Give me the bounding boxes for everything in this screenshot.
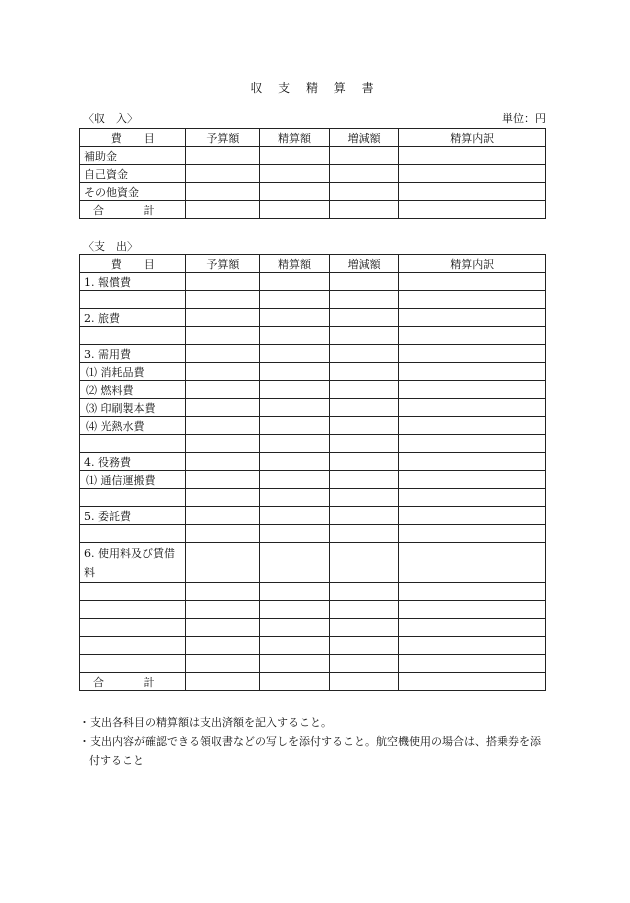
income-total-row bbox=[80, 201, 546, 219]
settled-cell[interactable] bbox=[260, 381, 330, 399]
budget-cell[interactable] bbox=[186, 417, 260, 435]
expense-item-label bbox=[80, 601, 186, 619]
expense-section-label: 〈支 出〉 bbox=[83, 240, 138, 253]
breakdown-cell[interactable] bbox=[399, 673, 546, 691]
settled-cell[interactable] bbox=[260, 273, 330, 291]
difference-cell[interactable] bbox=[329, 601, 399, 619]
expense-row bbox=[80, 453, 546, 471]
breakdown-cell[interactable] bbox=[399, 273, 546, 291]
expense-row bbox=[80, 435, 546, 453]
difference-cell[interactable] bbox=[329, 273, 399, 291]
income-section-label: 〈収 入〉 bbox=[83, 112, 138, 125]
breakdown-cell[interactable] bbox=[399, 471, 546, 489]
difference-cell[interactable] bbox=[329, 673, 399, 691]
budget-cell[interactable] bbox=[186, 673, 260, 691]
settled-cell[interactable] bbox=[260, 291, 330, 309]
expense-item-label bbox=[80, 619, 186, 637]
header-breakdown: 精算内訳 bbox=[399, 129, 546, 147]
expense-item-label: 5. 委託費 bbox=[80, 507, 186, 525]
expense-row bbox=[80, 345, 546, 363]
expense-item-label bbox=[80, 327, 186, 345]
budget-cell[interactable] bbox=[186, 291, 260, 309]
budget-cell[interactable] bbox=[186, 619, 260, 637]
budget-cell[interactable] bbox=[186, 363, 260, 381]
budget-cell[interactable] bbox=[186, 507, 260, 525]
budget-cell[interactable] bbox=[186, 655, 260, 673]
settled-cell[interactable] bbox=[260, 601, 330, 619]
breakdown-cell[interactable] bbox=[399, 637, 546, 655]
expense-row bbox=[80, 507, 546, 525]
budget-cell[interactable] bbox=[186, 525, 260, 543]
expense-item-label bbox=[80, 489, 186, 507]
budget-cell[interactable] bbox=[186, 327, 260, 345]
expense-row bbox=[80, 543, 546, 583]
header-budget: 予算額 bbox=[186, 255, 260, 273]
difference-cell[interactable] bbox=[329, 435, 399, 453]
expense-item-label: ⑴ 消耗品費 bbox=[80, 363, 186, 381]
settled-cell[interactable] bbox=[260, 507, 330, 525]
expense-item-label bbox=[80, 525, 186, 543]
settled-cell[interactable] bbox=[260, 525, 330, 543]
settled-cell[interactable] bbox=[260, 417, 330, 435]
breakdown-cell[interactable] bbox=[399, 147, 546, 165]
settled-cell[interactable] bbox=[260, 583, 330, 601]
difference-cell[interactable] bbox=[329, 525, 399, 543]
breakdown-cell[interactable] bbox=[399, 619, 546, 637]
expense-row bbox=[80, 309, 546, 327]
breakdown-cell[interactable] bbox=[399, 655, 546, 673]
expense-item-label: 4. 役務費 bbox=[80, 453, 186, 471]
budget-cell[interactable] bbox=[186, 165, 260, 183]
difference-cell[interactable] bbox=[329, 453, 399, 471]
difference-cell[interactable] bbox=[329, 417, 399, 435]
difference-cell[interactable] bbox=[329, 327, 399, 345]
breakdown-cell[interactable] bbox=[399, 165, 546, 183]
budget-cell[interactable] bbox=[186, 453, 260, 471]
note-item: ・支出内容が確認できる領収書などの写しを添付すること。航空機使用の場合は、搭乗券を添付すること bbox=[79, 735, 541, 767]
income-row bbox=[80, 165, 546, 183]
expense-row bbox=[80, 291, 546, 309]
settled-cell[interactable] bbox=[260, 619, 330, 637]
expense-row bbox=[80, 619, 546, 637]
expense-item-label: ⑵ 燃料費 bbox=[80, 381, 186, 399]
difference-cell[interactable] bbox=[329, 201, 399, 219]
notes bbox=[79, 713, 549, 770]
breakdown-cell[interactable] bbox=[399, 543, 546, 583]
income-item-label: 自己資金 bbox=[80, 165, 186, 183]
difference-cell[interactable] bbox=[329, 543, 399, 583]
expense-row bbox=[80, 637, 546, 655]
budget-cell[interactable] bbox=[186, 435, 260, 453]
difference-cell[interactable] bbox=[329, 165, 399, 183]
settled-cell[interactable] bbox=[260, 489, 330, 507]
breakdown-cell[interactable] bbox=[399, 525, 546, 543]
settled-cell[interactable] bbox=[260, 655, 330, 673]
budget-cell[interactable] bbox=[186, 583, 260, 601]
settled-cell[interactable] bbox=[260, 673, 330, 691]
breakdown-cell[interactable] bbox=[399, 183, 546, 201]
expense-item-label bbox=[80, 655, 186, 673]
header-item: 費 目 bbox=[80, 129, 186, 147]
difference-cell[interactable] bbox=[329, 619, 399, 637]
settled-cell[interactable] bbox=[260, 309, 330, 327]
settled-cell[interactable] bbox=[260, 327, 330, 345]
difference-cell[interactable] bbox=[329, 291, 399, 309]
header-breakdown: 精算内訳 bbox=[399, 255, 546, 273]
income-item-label: その他資金 bbox=[80, 183, 186, 201]
expense-total-label: 合 計 bbox=[80, 673, 186, 691]
expense-item-label: ⑶ 印刷製本費 bbox=[80, 399, 186, 417]
budget-cell[interactable] bbox=[186, 183, 260, 201]
expense-row bbox=[80, 327, 546, 345]
settled-cell[interactable] bbox=[260, 147, 330, 165]
expense-row bbox=[80, 489, 546, 507]
expense-row bbox=[80, 655, 546, 673]
settled-cell[interactable] bbox=[260, 471, 330, 489]
expense-item-label bbox=[80, 435, 186, 453]
settled-cell[interactable] bbox=[260, 399, 330, 417]
unit-label: 単位：円 bbox=[502, 112, 546, 125]
budget-cell[interactable] bbox=[186, 637, 260, 655]
settled-cell[interactable] bbox=[260, 453, 330, 471]
income-table bbox=[79, 128, 546, 219]
budget-cell[interactable] bbox=[186, 381, 260, 399]
breakdown-cell[interactable] bbox=[399, 309, 546, 327]
difference-cell[interactable] bbox=[329, 583, 399, 601]
expense-row bbox=[80, 471, 546, 489]
settled-cell[interactable] bbox=[260, 363, 330, 381]
difference-cell[interactable] bbox=[329, 637, 399, 655]
difference-cell[interactable] bbox=[329, 655, 399, 673]
expense-row bbox=[80, 601, 546, 619]
income-total-label: 合 計 bbox=[80, 201, 186, 219]
expense-item-label: ⑴ 通信運搬費 bbox=[80, 471, 186, 489]
expense-row bbox=[80, 381, 546, 399]
settled-cell[interactable] bbox=[260, 183, 330, 201]
expense-row bbox=[80, 273, 546, 291]
difference-cell[interactable] bbox=[329, 309, 399, 327]
expense-row bbox=[80, 525, 546, 543]
expense-item-label: ⑷ 光熱水費 bbox=[80, 417, 186, 435]
settled-cell[interactable] bbox=[260, 165, 330, 183]
header-difference: 増減額 bbox=[329, 129, 399, 147]
income-row bbox=[80, 147, 546, 165]
expense-row bbox=[80, 363, 546, 381]
breakdown-cell[interactable] bbox=[399, 601, 546, 619]
note-item: ・支出各科目の精算額は支出済額を記入すること。 bbox=[79, 716, 332, 729]
breakdown-cell[interactable] bbox=[399, 453, 546, 471]
difference-cell[interactable] bbox=[329, 399, 399, 417]
expense-header-row bbox=[80, 255, 546, 273]
difference-cell[interactable] bbox=[329, 381, 399, 399]
header-settled: 精算額 bbox=[260, 129, 330, 147]
difference-cell[interactable] bbox=[329, 471, 399, 489]
budget-cell[interactable] bbox=[186, 309, 260, 327]
breakdown-cell[interactable] bbox=[399, 363, 546, 381]
expense-table bbox=[79, 254, 546, 691]
difference-cell[interactable] bbox=[329, 507, 399, 525]
expense-total-row bbox=[80, 673, 546, 691]
header-settled: 精算額 bbox=[260, 255, 330, 273]
budget-cell[interactable] bbox=[186, 399, 260, 417]
header-item: 費 目 bbox=[80, 255, 186, 273]
difference-cell[interactable] bbox=[329, 345, 399, 363]
settled-cell[interactable] bbox=[260, 543, 330, 583]
breakdown-cell[interactable] bbox=[399, 345, 546, 363]
difference-cell[interactable] bbox=[329, 489, 399, 507]
budget-cell[interactable] bbox=[186, 273, 260, 291]
expense-item-label bbox=[80, 637, 186, 655]
breakdown-cell[interactable] bbox=[399, 489, 546, 507]
income-row bbox=[80, 183, 546, 201]
settled-cell[interactable] bbox=[260, 345, 330, 363]
settled-cell[interactable] bbox=[260, 637, 330, 655]
expense-item-label bbox=[80, 583, 186, 601]
header-budget: 予算額 bbox=[186, 129, 260, 147]
budget-cell[interactable] bbox=[186, 345, 260, 363]
expense-item-label: 1. 報償費 bbox=[80, 273, 186, 291]
breakdown-cell[interactable] bbox=[399, 583, 546, 601]
income-header-row bbox=[80, 129, 546, 147]
breakdown-cell[interactable] bbox=[399, 381, 546, 399]
budget-cell[interactable] bbox=[186, 543, 260, 583]
budget-cell[interactable] bbox=[186, 471, 260, 489]
difference-cell[interactable] bbox=[329, 147, 399, 165]
breakdown-cell[interactable] bbox=[399, 417, 546, 435]
budget-cell[interactable] bbox=[186, 147, 260, 165]
breakdown-cell[interactable] bbox=[399, 327, 546, 345]
document-title: 収 支 精 算 書 bbox=[250, 81, 380, 95]
breakdown-cell[interactable] bbox=[399, 507, 546, 525]
budget-cell[interactable] bbox=[186, 601, 260, 619]
income-item-label: 補助金 bbox=[80, 147, 186, 165]
header-difference: 増減額 bbox=[329, 255, 399, 273]
breakdown-cell[interactable] bbox=[399, 435, 546, 453]
expense-item-label: 6. 使用料及び賃借料 bbox=[80, 543, 186, 583]
expense-row bbox=[80, 399, 546, 417]
difference-cell[interactable] bbox=[329, 183, 399, 201]
expense-item-label: 2. 旅費 bbox=[80, 309, 186, 327]
breakdown-cell[interactable] bbox=[399, 291, 546, 309]
budget-cell[interactable] bbox=[186, 201, 260, 219]
expense-item-label: 3. 需用費 bbox=[80, 345, 186, 363]
breakdown-cell[interactable] bbox=[399, 399, 546, 417]
breakdown-cell[interactable] bbox=[399, 201, 546, 219]
budget-cell[interactable] bbox=[186, 489, 260, 507]
expense-item-label bbox=[80, 291, 186, 309]
expense-row bbox=[80, 417, 546, 435]
settled-cell[interactable] bbox=[260, 435, 330, 453]
difference-cell[interactable] bbox=[329, 363, 399, 381]
expense-row bbox=[80, 583, 546, 601]
settled-cell[interactable] bbox=[260, 201, 330, 219]
